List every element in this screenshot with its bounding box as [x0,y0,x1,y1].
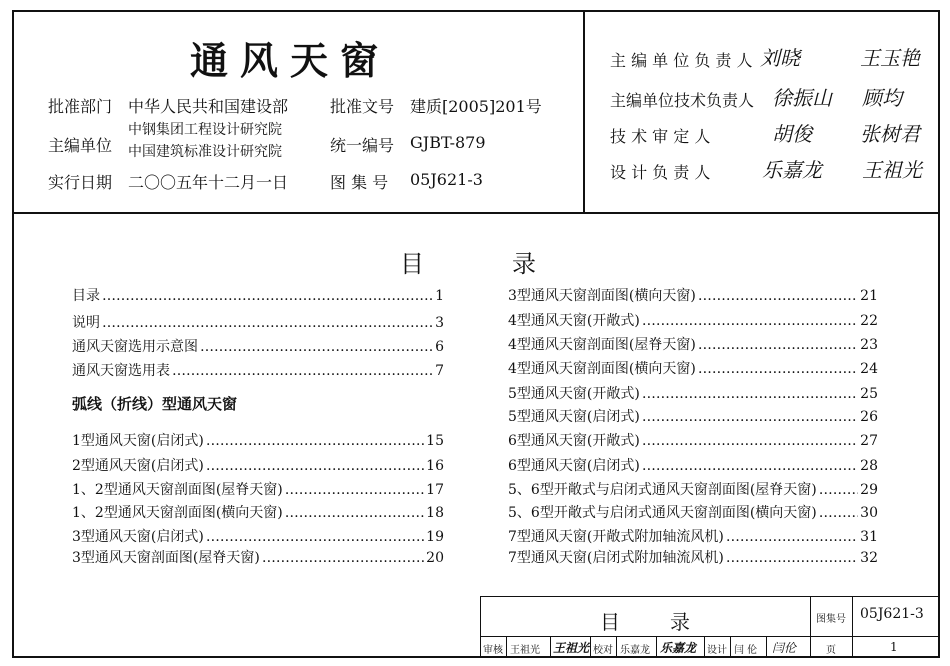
toc-leader [698,288,858,304]
title-block-review-label: 审核 [483,645,503,656]
toc-entry-page: 27 [860,433,878,449]
title-block-cell [616,636,617,658]
toc-entry-title: 7型通风天窗(开敞式附加轴流风机) [508,529,724,545]
title-block-atlas-label: 图集号 [816,614,846,625]
title-block-designer: 闫 伦 [734,645,758,656]
title-block-cell [550,636,551,658]
toc-entry[interactable] [508,406,878,426]
effective-date: 二〇〇五年十二月一日 [128,173,289,192]
title-block-checker-signature: 乐嘉龙 [660,641,697,655]
toc-entry[interactable] [508,358,878,378]
toc-entry[interactable] [508,310,878,330]
toc-entry-title: 4型通风天窗(开敞式) [508,313,640,329]
toc-leader [262,550,424,566]
role-design-chief: 设 计 负 责 人 [610,163,711,182]
title-block-atlas-no: 05J621-3 [860,606,924,622]
approve-dept: 中华人民共和国建设部 [128,97,289,116]
toc-entry[interactable] [72,526,444,546]
title-block-page-no: 1 [890,640,898,654]
toc-entry-title: 6型通风天窗(开敞式) [508,433,640,449]
toc-entry-page: 18 [426,505,444,521]
toc-entry[interactable] [508,526,878,546]
toc-entry[interactable] [508,455,878,475]
toc-entry-title: 5型通风天窗(启闭式) [508,409,640,425]
unified-no: GJBT-879 [410,133,486,152]
toc-entry-page: 32 [860,550,878,566]
title-block-divider [852,596,853,658]
toc-leader [642,386,858,402]
toc-entry-page: 20 [426,550,444,566]
toc-leader [642,409,858,425]
toc-entry-title: 4型通风天窗剖面图(横向天窗) [508,361,696,377]
header-vertical-divider [583,10,585,213]
toc-entry[interactable] [508,334,878,354]
toc-entry-page: 16 [426,458,444,474]
signature-review-1: 胡俊 [772,122,812,146]
editor-label: 主编单位 [48,136,113,155]
toc-leader [642,433,858,449]
toc-entry-page: 17 [426,482,444,498]
toc-entry-page: 3 [435,315,444,331]
approve-doc: 建质[2005]201号 [410,97,542,116]
toc-leader [102,288,433,304]
toc-entry-page: 6 [435,339,444,355]
toc-entry-title: 1、2型通风天窗剖面图(屋脊天窗) [72,482,283,498]
toc-leader [206,529,424,545]
toc-entry[interactable] [72,547,444,567]
toc-leader [698,361,858,377]
editor-unit-2: 中国建筑标准设计研究院 [128,144,282,160]
toc-entry-title: 3型通风天窗(启闭式) [72,529,204,545]
title-block-mid [480,636,940,637]
toc-entry-title: 3型通风天窗剖面图(屋脊天窗) [72,550,260,566]
toc-entry-page: 19 [426,529,444,545]
toc-leader [206,433,424,449]
toc-leader [102,315,433,331]
title-block-cell [506,636,507,658]
title-block-design-label: 设计 [707,645,727,656]
editor-unit-1: 中钢集团工程设计研究院 [128,122,282,138]
toc-leader [642,313,858,329]
signature-tech-1: 徐振山 [772,86,832,110]
role-tech-chief: 主编单位技术负责人 [610,91,755,110]
toc-entry-title: 说明 [72,315,100,331]
toc-leader [726,529,858,545]
toc-entry-page: 22 [860,313,878,329]
toc-entry-page: 23 [860,337,878,353]
toc-entry-title: 5、6型开敞式与启闭式通风天窗剖面图(屋脊天窗) [508,482,817,498]
approve-doc-label: 批准文号 [330,97,395,116]
toc-entry-title: 2型通风天窗(启闭式) [72,458,204,474]
page-title: 通风天窗 [190,38,391,83]
toc-entry-title: 3型通风天窗剖面图(横向天窗) [508,288,696,304]
toc-entry-page: 1 [435,288,444,304]
toc-leader [200,339,433,355]
title-block-cell [730,636,731,658]
toc-entry[interactable] [72,312,444,332]
toc-leader [819,482,858,498]
toc-entry-title: 通风天窗选用表 [72,363,170,379]
toc-entry-title: 通风天窗选用示意图 [72,339,198,355]
toc-entry[interactable] [72,430,444,450]
toc-leader [726,550,858,566]
atlas-no: 05J621-3 [410,170,483,189]
toc-entry-title: 6型通风天窗(启闭式) [508,458,640,474]
toc-entry-page: 21 [860,288,878,304]
title-block-reviewer-signature: 王祖光 [553,641,590,655]
toc-entry-title: 5型通风天窗(开敞式) [508,386,640,402]
toc-leader [698,337,858,353]
toc-leader [206,458,424,474]
toc-entry[interactable] [508,430,878,450]
toc-entry-title: 4型通风天窗剖面图(屋脊天窗) [508,337,696,353]
date-label: 实行日期 [48,173,113,192]
title-block-reviewer: 王祖光 [510,645,540,656]
toc-leader [642,458,858,474]
toc-entry-page: 31 [860,529,878,545]
toc-entry[interactable] [508,479,878,499]
approve-dept-label: 批准部门 [48,97,113,116]
role-chief-unit: 主 编 单 位 负 责 人 [610,51,753,70]
title-block-checker: 乐嘉龙 [620,645,650,656]
toc-entry-title: 1型通风天窗(启闭式) [72,433,204,449]
unified-no-label: 统一编号 [330,136,395,155]
toc-entry-title: 5、6型开敞式与启闭式通风天窗剖面图(横向天窗) [508,505,817,521]
title-block-designer-signature: 闫伦 [772,641,797,655]
toc-entry[interactable] [72,285,444,305]
toc-leader [285,482,424,498]
title-block-check-label: 校对 [593,645,613,656]
title-block-cell [590,636,591,658]
toc-entry[interactable] [508,547,878,567]
title-block-page-label: 页 [826,645,836,656]
toc-leader [172,363,433,379]
toc-entry-page: 29 [860,482,878,498]
toc-entry-page: 25 [860,386,878,402]
role-reviewer: 技 术 审 定 人 [610,127,711,146]
header-divider [12,212,940,214]
signature-chief-2: 王玉艳 [860,46,920,70]
toc-entry-page: 7 [435,363,444,379]
toc-title-2: 录 [512,250,536,278]
toc-entry-title: 目录 [72,288,100,304]
toc-entry-page: 30 [860,505,878,521]
toc-entry[interactable] [72,502,444,522]
title-block-cell [766,636,767,658]
signature-tech-2: 顾均 [862,86,902,110]
signature-design-2: 王祖光 [862,158,922,182]
signature-review-2: 张树君 [860,122,920,146]
signature-design-1: 乐嘉龙 [762,158,822,182]
toc-entry-page: 28 [860,458,878,474]
toc-leader [819,505,858,521]
signature-chief-1: 刘晓 [760,46,800,70]
toc-entry-title: 7型通风天窗(启闭式附加轴流风机) [508,550,724,566]
title-block-name: 目录 [600,610,740,634]
toc-entry[interactable] [72,336,444,356]
title-block-left [480,596,481,658]
toc-title-1: 目 [400,250,424,278]
toc-entry-title: 1、2型通风天窗剖面图(横向天窗) [72,505,283,521]
toc-entry-page: 26 [860,409,878,425]
toc-entry-page: 24 [860,361,878,377]
toc-entry[interactable] [72,455,444,475]
toc-entry[interactable] [508,383,878,403]
toc-entry[interactable] [508,502,878,522]
title-block-top [480,596,940,597]
toc-entry[interactable] [72,360,444,380]
toc-leader [285,505,424,521]
title-block-cell [704,636,705,658]
title-block-cell [656,636,657,658]
toc-entry[interactable] [72,479,444,499]
toc-entry-page: 15 [426,433,444,449]
toc-section-heading: 弧线（折线）型通风天窗 [72,395,238,413]
title-block-divider [810,596,811,658]
atlas-no-label: 图 集 号 [330,173,389,192]
toc-entry[interactable] [508,285,878,305]
